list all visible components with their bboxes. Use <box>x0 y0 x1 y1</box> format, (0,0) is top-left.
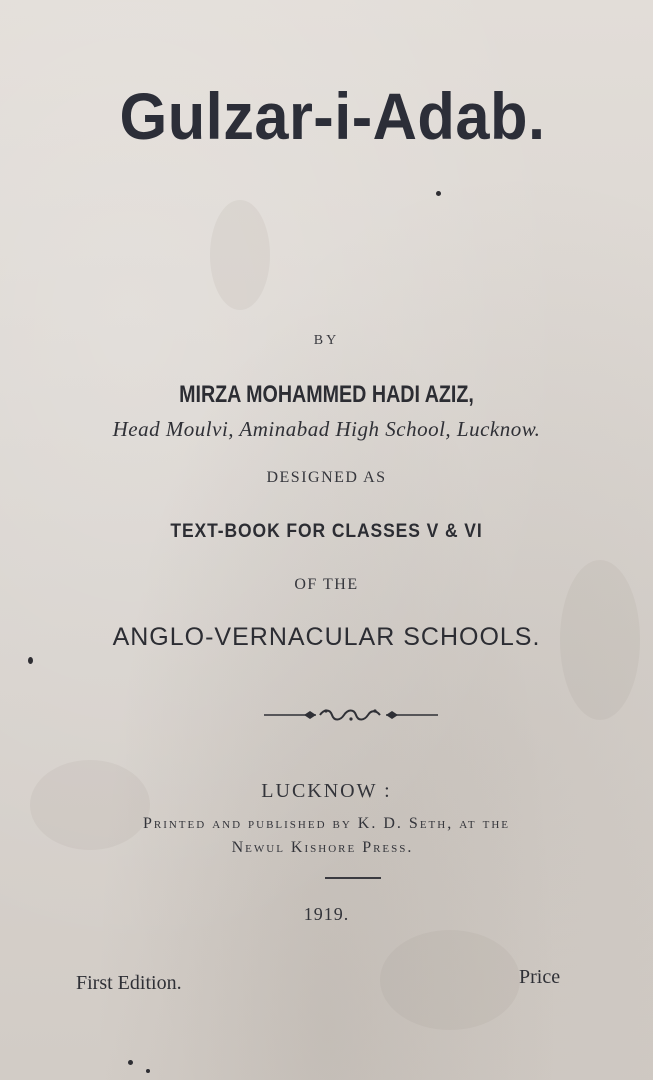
author-name: MIRZA MOHAMMED HADI AZIZ, <box>179 381 474 408</box>
ink-speck <box>28 657 33 664</box>
decorative-flourish-icon <box>262 706 440 724</box>
author-affiliation: Head Moulvi, Aminabad High School, Lucknow. <box>112 417 541 441</box>
publication-year: 1919. <box>303 904 350 924</box>
ink-speck <box>436 191 441 196</box>
divider-rule <box>325 877 381 879</box>
edition-label: First Edition. <box>76 972 182 994</box>
by-line: BY <box>313 333 340 348</box>
ink-speck <box>146 1069 150 1073</box>
imprint-printed-by: Printed and published by K. D. Seth, at the <box>142 815 511 832</box>
schools-line: ANGLO-VERNACULAR SCHOOLS. <box>112 623 541 651</box>
price-label: Price <box>519 966 561 988</box>
imprint-press: Newul Kishore Press. <box>231 839 414 856</box>
paper-stain <box>30 760 150 850</box>
paper-stain <box>380 930 520 1030</box>
paper-stain <box>210 200 270 310</box>
book-title: Gulzar-i-Adab. <box>119 79 546 153</box>
designed-as-line: DESIGNED AS <box>266 469 387 486</box>
of-the-line: OF THE <box>294 576 359 593</box>
textbook-line: TEXT-BOOK FOR CLASSES V & VI <box>170 521 483 542</box>
imprint-city: LUCKNOW : <box>261 780 392 802</box>
ink-speck <box>128 1060 133 1065</box>
